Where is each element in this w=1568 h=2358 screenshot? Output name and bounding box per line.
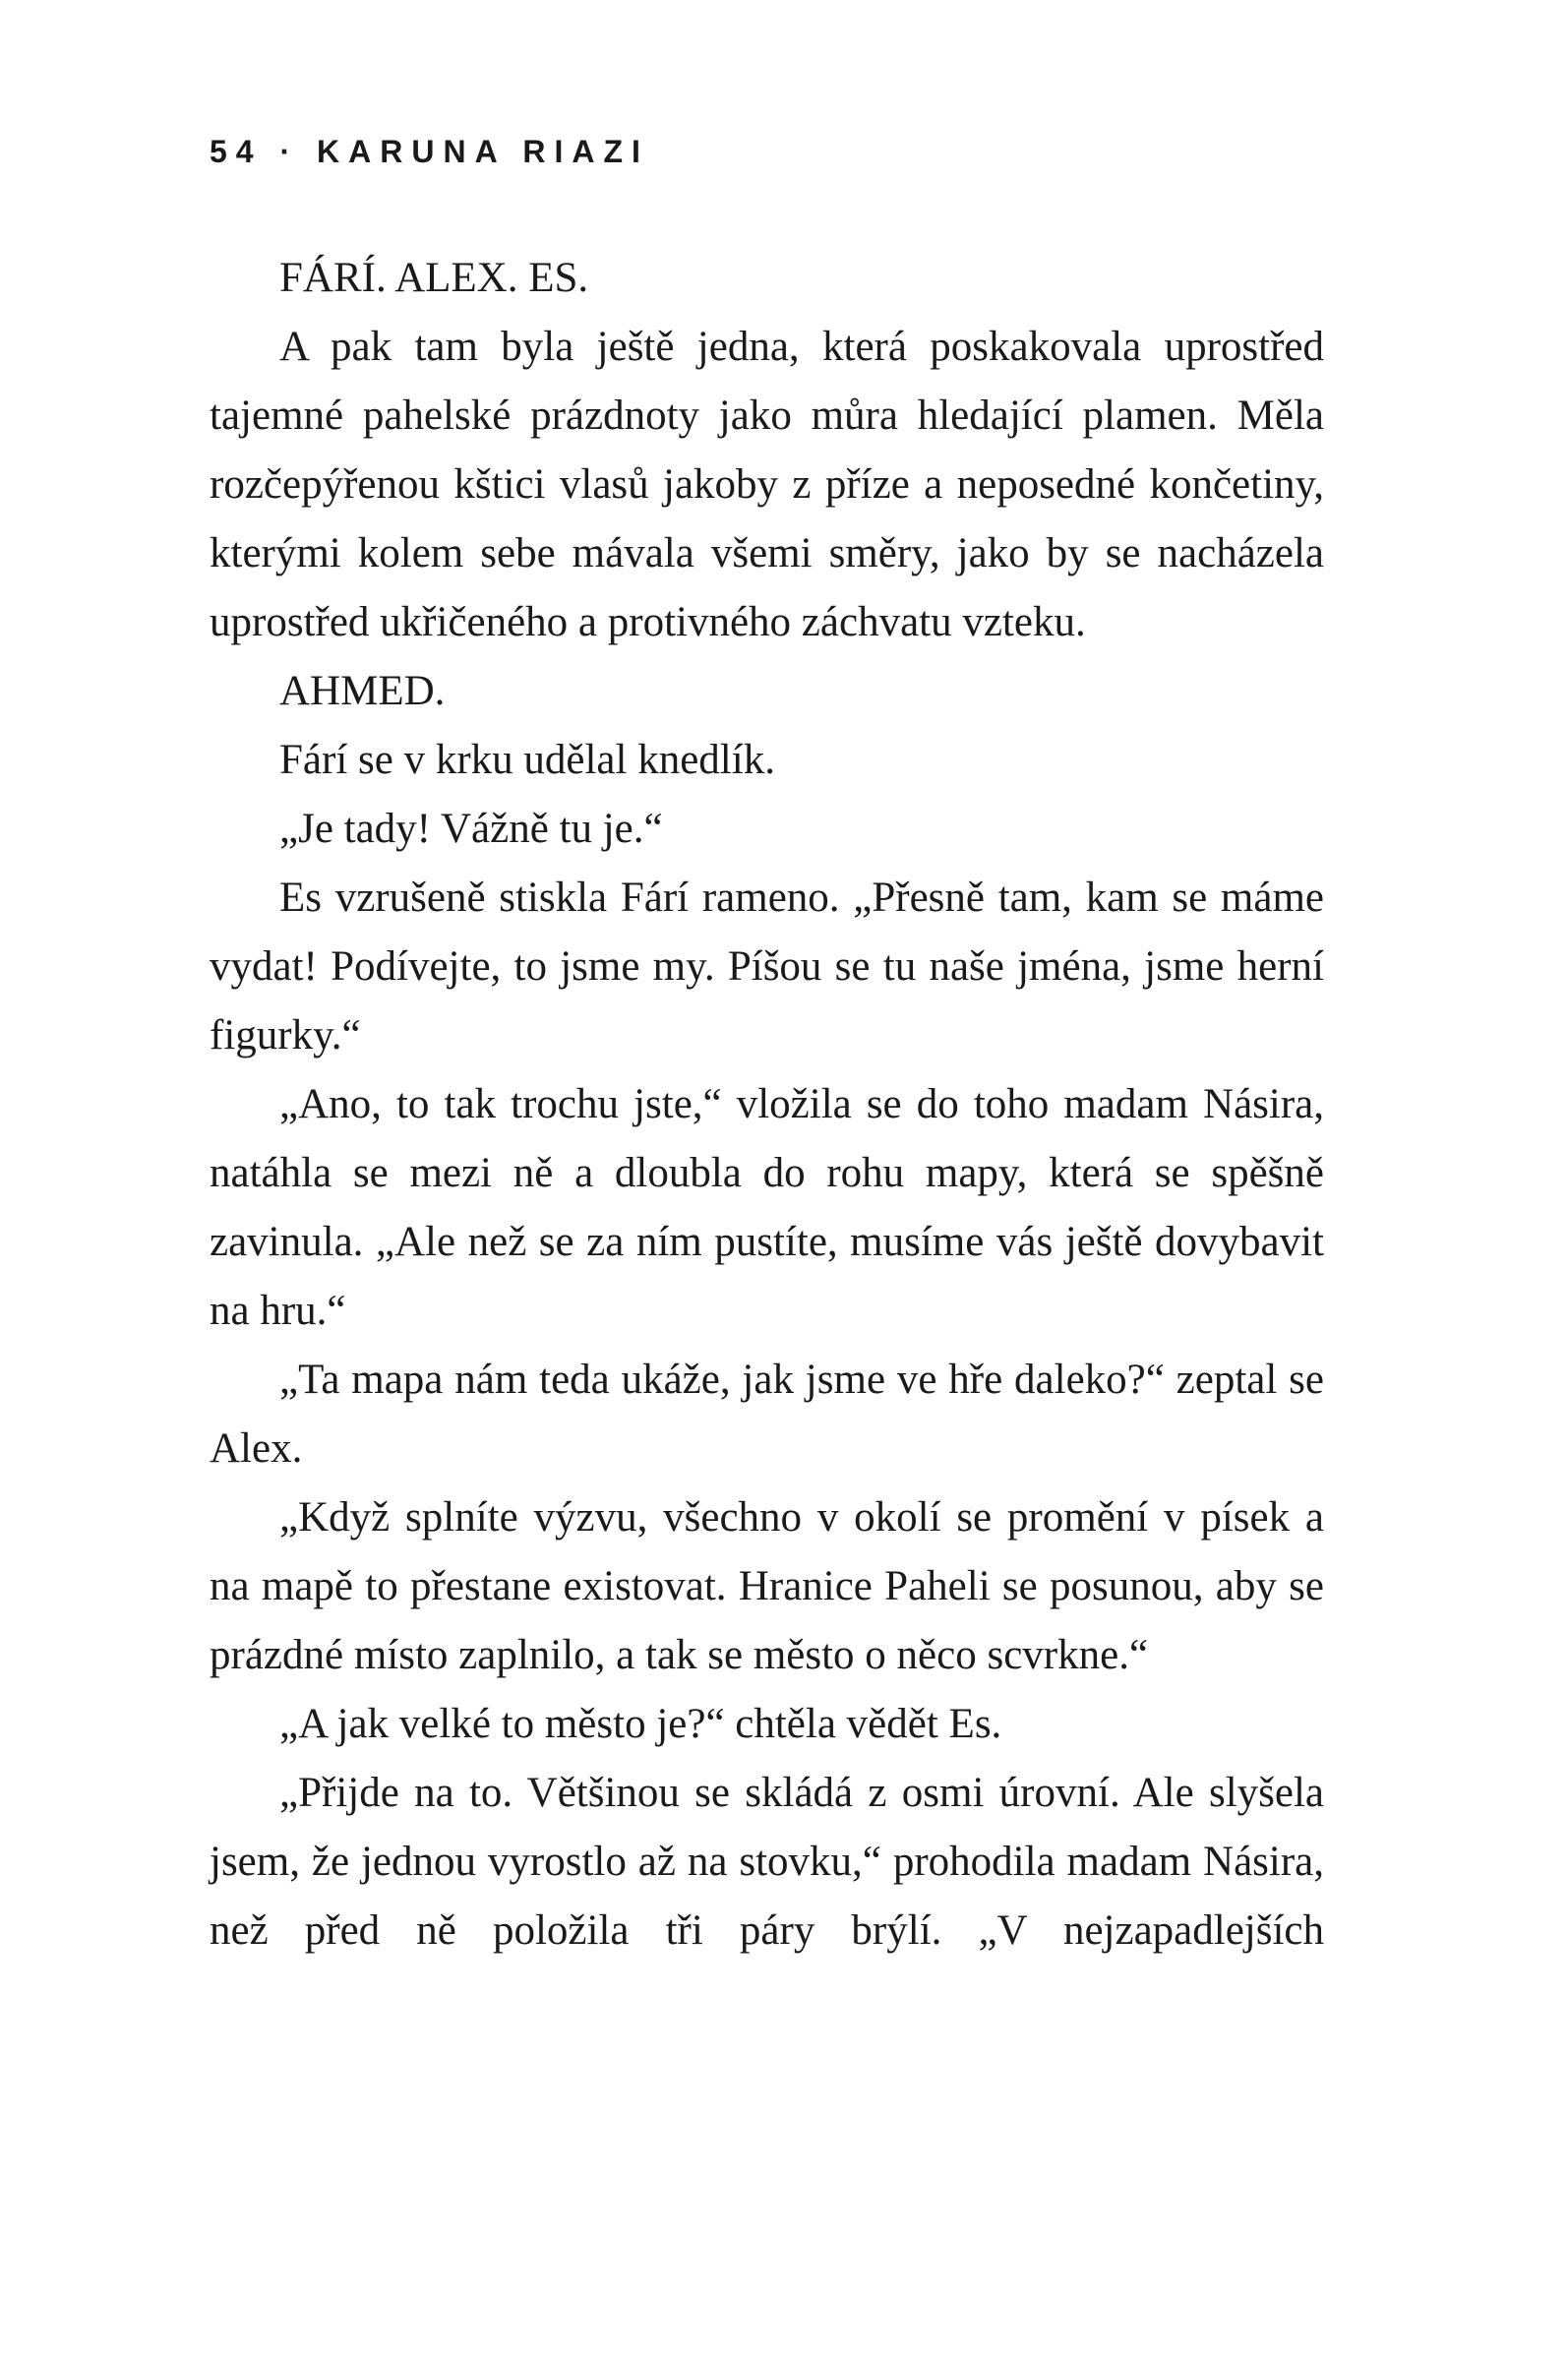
body-text [210,244,1324,1965]
paragraph: „Je tady! Vážně tu je.“ [279,806,663,852]
paragraph: A pak tam byla ještě jedna, která poskakovala uprostřed tajemné pahelské prázdnoty jako můra hledající plamen. Měla rozčepýřenou kštici vlasů jakoby z příze a neposedné končetiny, kterými kolem sebe mávala všemi směry, jako by se nacházela uprostřed ukřičeného a protivného záchvatu vzteku. [210,324,1324,645]
paragraph: FÁRÍ. ALEX. ES. [279,255,589,301]
paragraph: „Ta mapa nám teda ukáže, jak jsme ve hře daleko?“ zeptal se Alex. [210,1357,1324,1472]
running-head: 54 · KARUNA RIAZI [210,134,649,169]
paragraph: „A jak velké to město je?“ chtěla vědět Es. [279,1701,1002,1747]
paragraph: Es vzrušeně stiskla Fárí rameno. „Přesně tam, kam se máme vydat! Podívejte, to jsme my. Píšou se tu naše jména, jsme herní figurky.“ [210,875,1324,1058]
paragraph: Fárí se v krku udělal knedlík. [279,737,775,783]
paragraph: „Ano, to tak trochu jste,“ vložila se do toho madam Násira, natáhla se mezi ně a dloubla do rohu mapy, která se spěšně zavinula. „Ale než se za ním pustíte, musíme vás ještě dovybavit na hru.“ [210,1081,1324,1334]
paragraph: AHMED. [279,668,446,714]
paragraph: „Když splníte výzvu, všechno v okolí se promění v písek a na mapě to přestane existovat. Hranice Paheli se posunou, aby se prázdné místo zaplnilo, a tak se město o něco scvrkne.“ [210,1494,1324,1678]
paragraph: „Přijde na to. Většinou se skládá z osmi úrovní. Ale slyšela jsem, že jednou vyrostlo až na stovku,“ prohodila madam Násira, než před ně položila tři páry brýlí. „V nejzapadlejších [210,1770,1324,1954]
